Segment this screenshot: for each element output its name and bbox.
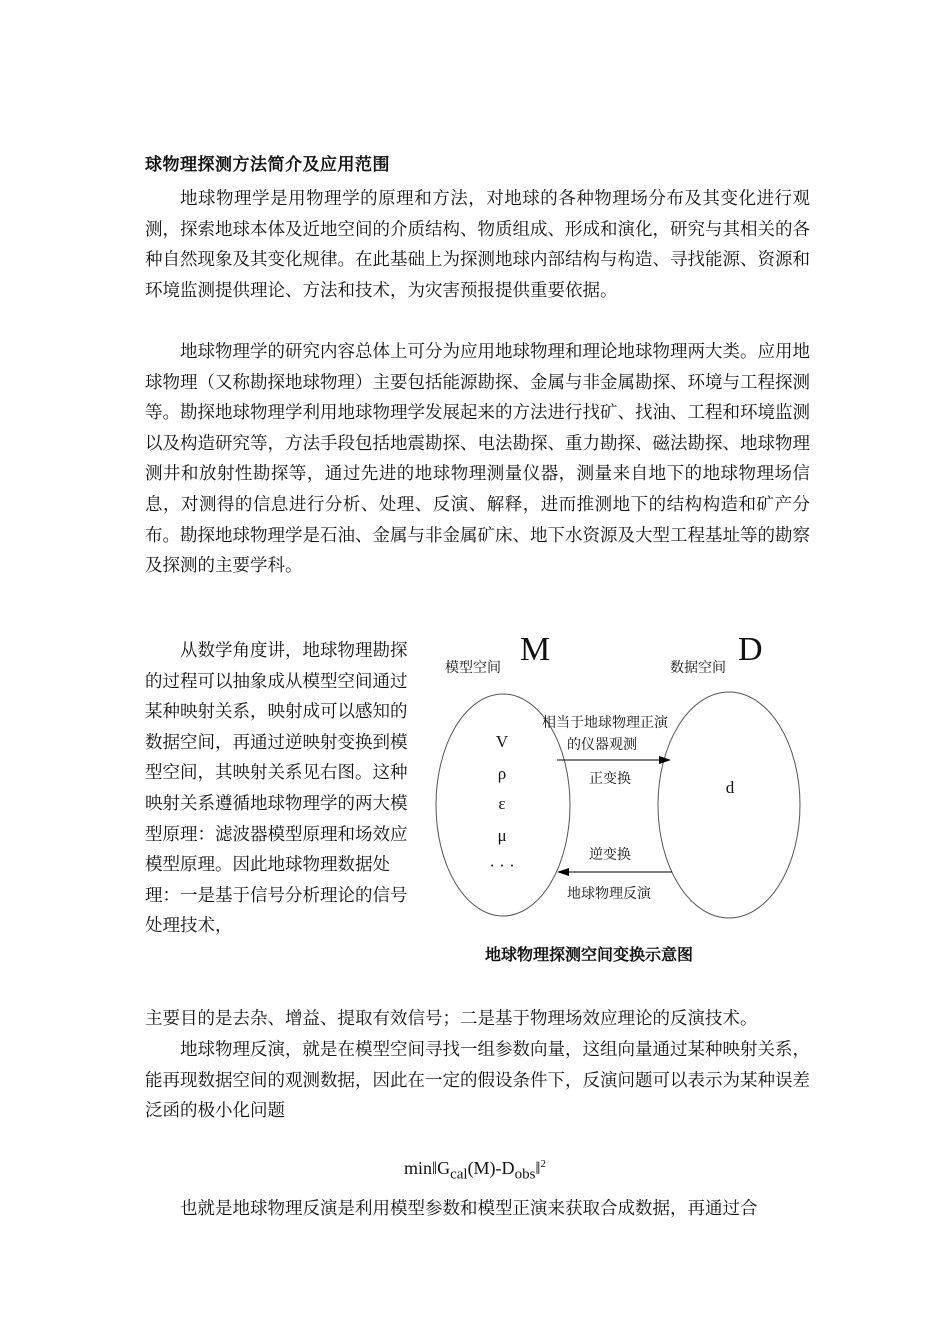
symbol-rho: ρ	[497, 764, 507, 783]
forward-note-line1: 相当于地球物理正演	[542, 715, 668, 731]
diagram-caption: 地球物理探测空间变换示意图	[485, 945, 694, 964]
symbol-v: V	[495, 732, 509, 751]
formula-sub-cal: cal	[450, 1166, 468, 1183]
forward-note-line2: 的仪器观测	[567, 737, 637, 753]
inverse-note: 地球物理反演	[567, 886, 651, 902]
formula-sub-obs: obs	[514, 1166, 536, 1183]
paragraph-intro: 地球物理学是用物理学的原理和方法，对地球的各种物理场分布及其变化进行观测，探索地球本体及近地空间的介质结构、物质组成、形成和演化，研究与其相关的各种自然现象及其变化规律。在此基础上为探测地球内部结构与构造、寻找能源、资源和环境监测提供理论、方法和技术，为灾害预报提供重要依据。	[145, 189, 810, 301]
paragraph-inversion: 地球物理反演，就是在模型空间寻找一组参数向量，这组向量通过某种映射关系，能再现数据空间的观测数据，因此在一定的假设条件下，反演问题可以表示为某种误差泛函的极小化问题	[145, 1040, 810, 1122]
paragraph-content: 地球物理学的研究内容总体上可分为应用地球物理和理论地球物理两大类。应用地球物理（又称勘探地球物理）主要包括能源勘探、金属与非金属勘探、环境与工程探测等。勘探地球物理学利用地球物理学发展起来的方法进行找矿、找油、工程和环境监测以及构造研究等，方法手段包括地震勘探、电法勘探、重力勘探、磁法勘探、地球物理测井和放射性勘探等，通过先进的地球物理测量仪器，测量来自地下的地球物理场信息，对测得的信息进行分析、处理、反演、解释，进而推测地下的结构构造和矿产分布。勘探地球物理学是石油、金属与非金属矿床、地下水资源及大型工程基址等的勘察及探测的主要学科。	[145, 342, 810, 577]
paragraph-last: 也就是地球物理反演是利用模型参数和模型正演来获取合成数据，再通过合	[180, 1199, 758, 1219]
data-letter: D	[738, 631, 763, 668]
symbol-epsilon: ε	[498, 794, 506, 813]
section-title: 球物理探测方法简介及应用范围	[145, 155, 390, 175]
symbol-ellipsis: · · ·	[489, 856, 515, 875]
paragraph-math-perspective: 从数学角度讲，地球物理勘探的过程可以抽象成从模型空间通过某种映射关系，映射成可以感知的数据空间，再通过逆映射变换到模型空间，其映射关系见右图。这种映射关系遵循地球物理学的两大模型原理：滤波器模型原理和场效应模型原理。因此地球物理数据处理：一是基于信号分析理论的信号处理技术，	[145, 641, 408, 937]
paragraph-continuation: 主要目的是去杂、增益、提取有效信号；二是基于物理场效应理论的反演技术。	[145, 1009, 758, 1029]
symbol-d: d	[725, 778, 735, 797]
forward-label: 正变换	[589, 771, 631, 787]
minimization-formula	[0, 1158, 950, 1184]
formula-sup: 2	[540, 1158, 546, 1170]
model-letter: M	[520, 631, 551, 668]
space-transform-diagram	[430, 630, 810, 970]
inverse-label: 逆变换	[589, 847, 631, 863]
data-space-label: 数据空间	[670, 660, 726, 676]
data-space-ellipse	[658, 692, 800, 918]
formula-middle: (M)-D	[467, 1158, 515, 1178]
symbol-mu: μ	[497, 826, 507, 845]
formula-suffix: ‖	[535, 1158, 541, 1178]
formula-prefix: min‖G	[404, 1158, 451, 1178]
model-space-label: 模型空间	[445, 660, 501, 676]
